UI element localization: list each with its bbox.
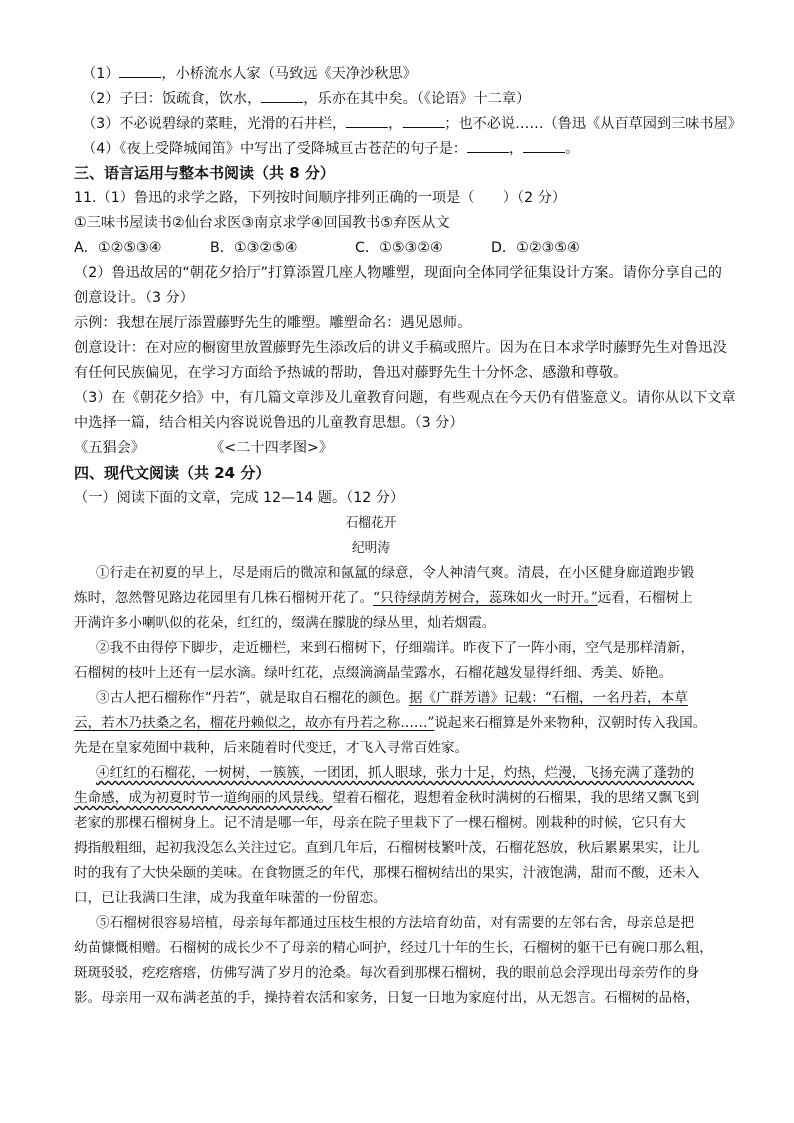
para4-line4: 拇指般粗细，起初我没怎么关注过它。直到几年后，石榴树枝繁叶茂，石榴花怒放，秋后累累果实，让儿 xyxy=(74,840,700,856)
para4-line2 xyxy=(74,788,699,808)
para3-quote-start: 据《广群芳谱》记载：“石榴，一名丹若，本草 xyxy=(408,690,688,706)
q11-part2-line2: 创意设计。（3 分） xyxy=(74,290,194,306)
option-a[interactable]: A．①②⑤③④ xyxy=(74,240,162,256)
para2-line1: ②我不由得停下脚步，走近栅栏，来到石榴树下，仔细端详。昨夜下了一阵小雨，空气是那样清新， xyxy=(96,640,695,656)
q11-part3-line1: （3）在《朝花夕拾》中，有几篇文章涉及儿童教育问题，有些观点在今天仍有借鉴意义。请你从以下文章 xyxy=(74,390,736,406)
poem-q4-comma: ， xyxy=(509,141,524,157)
section3-heading: 三、语言运用与整本书阅读（共 8 分） xyxy=(74,164,335,182)
option-c[interactable]: C．①⑤③②④ xyxy=(355,240,443,256)
para4-underlined-b: 生命感，成为初夏时节一道绚丽的风景线。 xyxy=(74,790,333,806)
para5-line1: ⑤石榴树很容易培植，母亲每年都通过压枝生根的方法培育幼苗，对有需要的左邻右舍，母亲总是把 xyxy=(96,915,695,931)
poem-q3-blank-2[interactable] xyxy=(402,113,444,128)
article-choice-1[interactable]: 《五猖会》 xyxy=(74,440,145,456)
q11-part2-line1: （2）鲁迅故居的“朝花夕拾厅”打算添置几座人物雕塑，现面向全体同学征集设计方案。请你分享自己的 xyxy=(74,265,722,281)
para2-line2: 石榴树的枝叶上还有一层水滴。绿叶红花，点缀滴滴晶莹露水，石榴花越发显得纤细、秀美、娇艳。 xyxy=(74,665,673,681)
poem-q2-text-b: ，乐亦在其中矣。（《论语》十二章） xyxy=(303,91,531,107)
q11-part3-line2: 中选择一篇，结合相关内容说说鲁迅的儿童教育思想。（3 分） xyxy=(74,415,464,431)
para3-quote-end: 云，若木乃扶桑之名，榴花丹赖似之，故亦有丹若之称……” xyxy=(74,715,435,731)
para3-line1 xyxy=(96,688,688,708)
q11-items: ①三味书屋读书②仙台求医③南京求学④回国教书⑤弃医从文 xyxy=(74,215,450,231)
poem-q1-number: （1） xyxy=(82,66,120,82)
poem-q3 xyxy=(82,113,742,134)
para5-line3: 斑斑驳驳，疙疙瘩瘩，仿佛写满了岁月的沧桑。每次看到那棵石榴树，我的眼前总会浮现出母亲劳作的身 xyxy=(74,965,700,981)
poem-q4-text: （4）《夜上受降城闻笛》中写出了受降城亘古苍茫的句子是： xyxy=(82,141,467,157)
para4-underlined-a: ④红红的石榴花，一树树，一簇簇，一团团，抓人眼球，张力十足，灼热，烂漫，飞扬充满了蓬勃的 xyxy=(96,765,695,781)
para1-line1: ①行走在初夏的早上，尽是雨后的微凉和氤氲的绿意，令人神清气爽。清晨，在小区健身廊道跑步锻 xyxy=(96,565,695,581)
poem-q3-blank-1[interactable] xyxy=(346,113,388,128)
para1-line3: 开满许多小喇叭似的花朵，红红的，缀满在朦胧的绿丛里，灿若烟霞。 xyxy=(74,615,496,631)
poem-q2 xyxy=(82,88,530,109)
q11-part1: 11.（1）鲁迅的求学之路，下列按时间顺序排列正确的一项是（ ）（2 分） xyxy=(74,190,567,206)
poem-q4-blank-1[interactable] xyxy=(467,138,509,153)
example-text: 示例：我想在展厅添置藤野先生的雕塑。雕塑命名：遇见恩师。 xyxy=(74,315,472,331)
poem-q4 xyxy=(82,138,579,159)
poem-q4-blank-2[interactable] xyxy=(523,138,565,153)
poem-q3-comma: ， xyxy=(388,116,403,132)
para3-line1-a: ③古人把石榴称作“丹若”，就是取自石榴花的颜色。 xyxy=(96,690,409,706)
poem-q1-text: ，小桥流水人家（马致远《天净沙秋思》 xyxy=(161,66,417,82)
option-b[interactable]: B．①③②⑤④ xyxy=(210,240,298,256)
para4-line5: 时的我有了大快朵颐的美味。在食物匮乏的年代，那棵石榴树结出的果实，汁液饱满，甜而不酸，还未入 xyxy=(74,865,700,881)
poem-q3-text-b: ；也不必说……（鲁迅《从百草园到三味书屋》 xyxy=(444,116,742,132)
poem-q4-end: 。 xyxy=(565,141,580,157)
article-title: 石榴花开 xyxy=(345,515,397,531)
para1-line2 xyxy=(74,588,693,608)
para4-line3: 老家的那棵石榴树身上。记不清是哪一年，母亲在院子里栽下了一棵石榴树。刚栽种的时候，它只有大 xyxy=(74,815,686,831)
design-line1: 创意设计：在对应的橱窗里放置藤野先生添改后的讲义手稿或照片。因为在日本求学时藤野先生对鲁迅没 xyxy=(74,340,727,356)
para1-quote: “只待绿荫芳树合，蕊珠如火一时开。” xyxy=(373,590,598,606)
para4-line1 xyxy=(96,763,694,783)
para3-line2-b: 说起来石榴算是外来物种，汉朝时传入我国。 xyxy=(434,715,707,731)
poem-q2-blank[interactable] xyxy=(261,88,303,103)
para3-line2 xyxy=(74,713,706,733)
para1-line2-c: 远看，石榴树上 xyxy=(597,590,693,606)
para4-line2-b: 望着石榴花，遐想着金秋时满树的石榴果，我的思绪又飘飞到 xyxy=(332,790,700,806)
option-d[interactable]: D．①②③⑤④ xyxy=(491,240,580,256)
poem-q3-text-a: （3）不必说碧绿的菜畦，光滑的石井栏， xyxy=(82,116,347,132)
para4-line6: 口，已让我满口生津，成为我童年味蕾的一份留恋。 xyxy=(74,890,387,906)
poem-q1-blank[interactable] xyxy=(119,63,161,78)
poem-q2-text-a: （2）子曰：饭疏食，饮水， xyxy=(82,91,262,107)
para3-line3: 先是在皇家苑囿中栽种，后来随着时代变迁，才飞入寻常百姓家。 xyxy=(74,740,469,756)
section4-subheading: （一）阅读下面的文章，完成 12—14 题。（12 分） xyxy=(74,490,405,506)
para1-line2-a: 炼时，忽然瞥见路边花园里有几株石榴树开花了。 xyxy=(74,590,374,606)
poem-q1 xyxy=(82,63,417,84)
article-choice-2[interactable]: 《<二十四孝图>》 xyxy=(210,440,334,456)
section4-heading: 四、现代文阅读（共 24 分） xyxy=(74,464,271,482)
para5-line2: 幼苗慷慨相赠。石榴树的成长少不了母亲的精心呵护，经过几十年的生长，石榴树的躯干已有碗口那么粗， xyxy=(74,940,713,956)
article-author: 纪明涛 xyxy=(351,540,391,556)
design-line2: 有任何民族偏见，在学习方面给予热诚的帮助，鲁迅对藤野先生十分怀念、感激和尊敬。 xyxy=(74,365,628,381)
para5-line4: 影。母亲用一双布满老茧的手，操持着农活和家务，日复一日地为家庭付出，从无怨言。石榴树的品格， xyxy=(74,990,700,1006)
